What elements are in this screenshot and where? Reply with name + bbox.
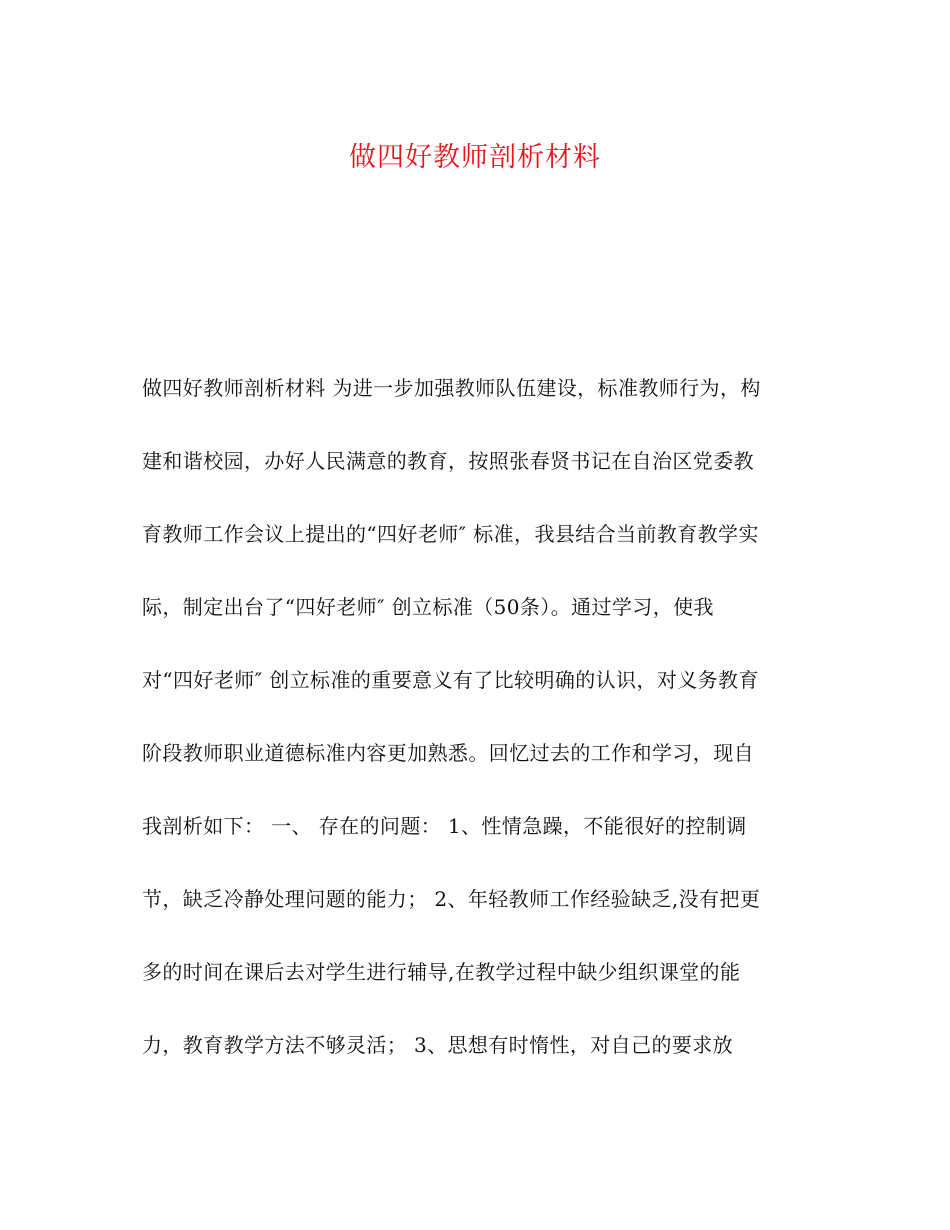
body-line: 多的时间在课后去对学生进行辅导,在教学过程中缺少组织课堂的能 bbox=[142, 960, 741, 984]
body-line: 对“四好老师″ 创立标准的重要意义有了比较明确的认识，对义务教育 bbox=[142, 668, 759, 692]
body-line: 节，缺乏冷静处理问题的能力； 2、年轻教师工作经验缺乏,没有把更 bbox=[142, 887, 761, 911]
body-line: 育教师工作会议上提出的“四好老师″ 标准，我县结合当前教育教学实 bbox=[142, 522, 759, 546]
document-title: 做四好教师剖析材料 bbox=[349, 142, 601, 173]
body-line: 做四好教师剖析材料 为进一步加强教师队伍建设，标准教师行为，构 bbox=[142, 376, 761, 400]
body-line: 际，制定出台了“四好老师″ 创立标准（50条）。通过学习，使我 bbox=[142, 595, 714, 619]
body-line: 建和谐校园，办好人民满意的教育，按照张春贤书记在自治区党委教 bbox=[142, 449, 754, 473]
body-line: 我剖析如下： 一、 存在的问题： 1、性情急躁，不能很好的控制调 bbox=[142, 814, 747, 838]
body-line: 力，教育教学方法不够灵活； 3、思想有时惰性，对自己的要求放 bbox=[142, 1033, 734, 1057]
body-line: 阶段教师职业道德标准内容更加熟悉。回忆过去的工作和学习，现自 bbox=[142, 741, 754, 765]
